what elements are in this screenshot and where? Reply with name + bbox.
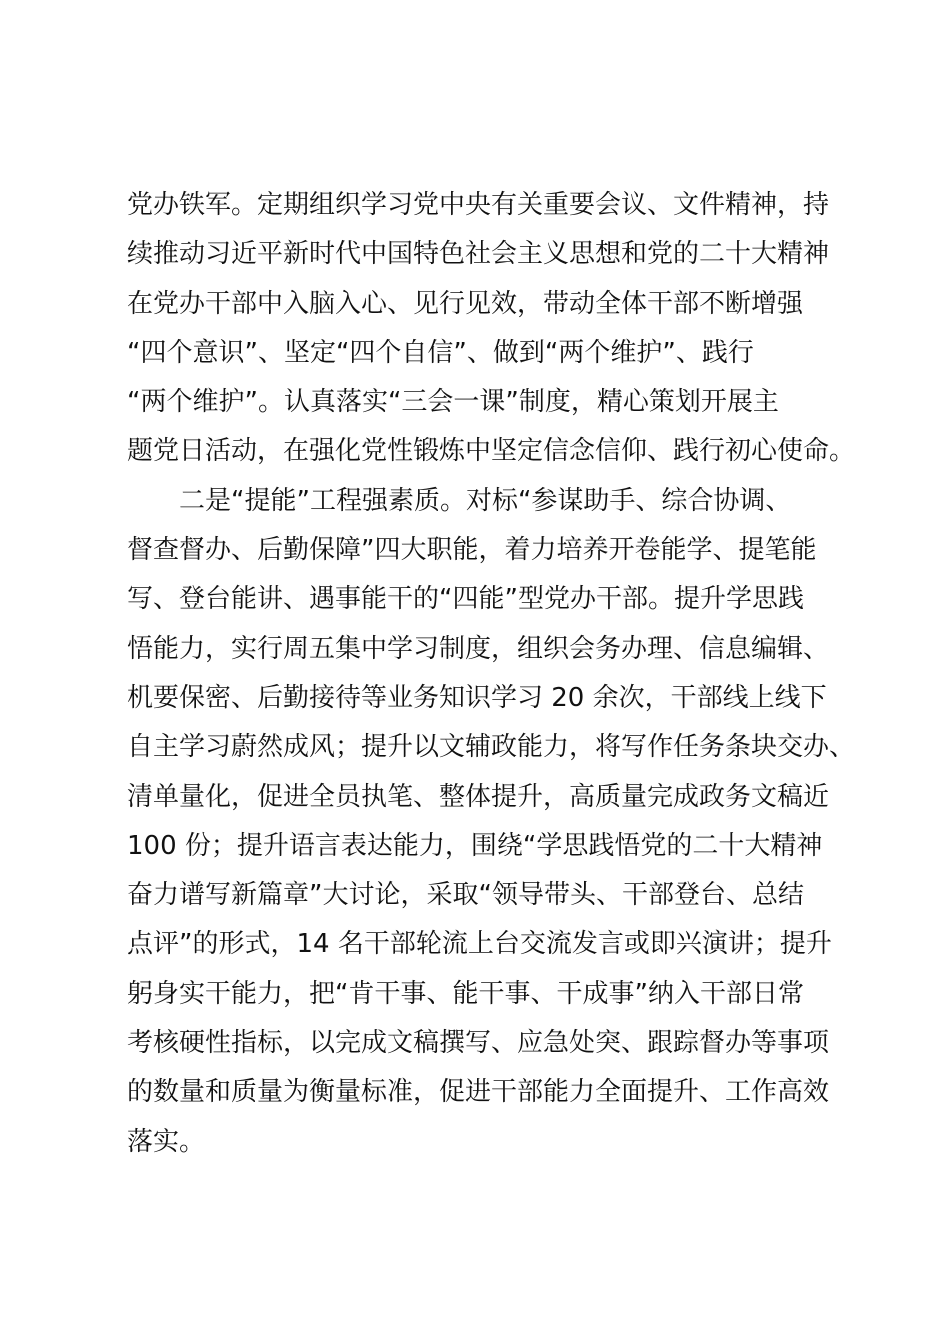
- text-line: 督查督办、后勤保障”四大职能，着力培养开卷能学、提笔能: [127, 535, 817, 566]
- text-line: 机要保密、后勤接待等业务知识学习 20 余次，干部线上线下: [127, 682, 827, 713]
- text-line: 奋力谱写新篇章”大讨论，采取“领导带头、干部登台、总结: [127, 880, 804, 911]
- text-line: 考核硬性指标，以完成文稿撰写、应急处突、跟踪督办等事项: [127, 1028, 830, 1059]
- text-line: 续推动习近平新时代中国特色社会主义思想和党的二十大精神: [127, 239, 830, 270]
- text-line: 悟能力，实行周五集中学习制度，组织会务办理、信息编辑、: [127, 633, 830, 664]
- text-line: 的数量和质量为衡量标准，促进干部能力全面提升、工作高效: [127, 1077, 830, 1108]
- text-line: “四个意识”、坚定“四个自信”、做到“两个维护”、践行: [127, 337, 754, 368]
- text-line: 在党办干部中入脑入心、见行见效，带动全体干部不断增强: [127, 288, 804, 319]
- paragraph-start-line: 二是“提能”工程强素质。对标“参谋助手、综合协调、: [179, 485, 792, 516]
- text-line: 题党日活动，在强化党性锻炼中坚定信念信仰、践行初心使命。: [127, 436, 856, 467]
- text-line: “两个维护”。认真落实“三会一课”制度，精心策划开展主: [127, 387, 779, 418]
- text-line: 党办铁军。定期组织学习党中央有关重要会议、文件精神，持: [127, 190, 830, 220]
- text-line: 自主学习蔚然成风；提升以文辅政能力，将写作任务条块交办、: [127, 732, 856, 763]
- text-line: 躬身实干能力，把“肯干事、能干事、干成事”纳入干部日常: [127, 978, 804, 1009]
- text-line: 点评”的形式，14 名干部轮流上台交流发言或即兴演讲；提升: [127, 929, 832, 960]
- text-line: 清单量化，促进全员执笔、整体提升，高质量完成政务文稿近: [127, 781, 830, 812]
- text-line: 100 份；提升语言表达能力，围绕“学思践悟党的二十大精神: [127, 830, 823, 861]
- text-line: 落实。: [127, 1126, 206, 1157]
- body-text: [127, 181, 856, 1167]
- text-line: 写、登台能讲、遇事能干的“四能”型党办干部。提升学思践: [127, 584, 804, 615]
